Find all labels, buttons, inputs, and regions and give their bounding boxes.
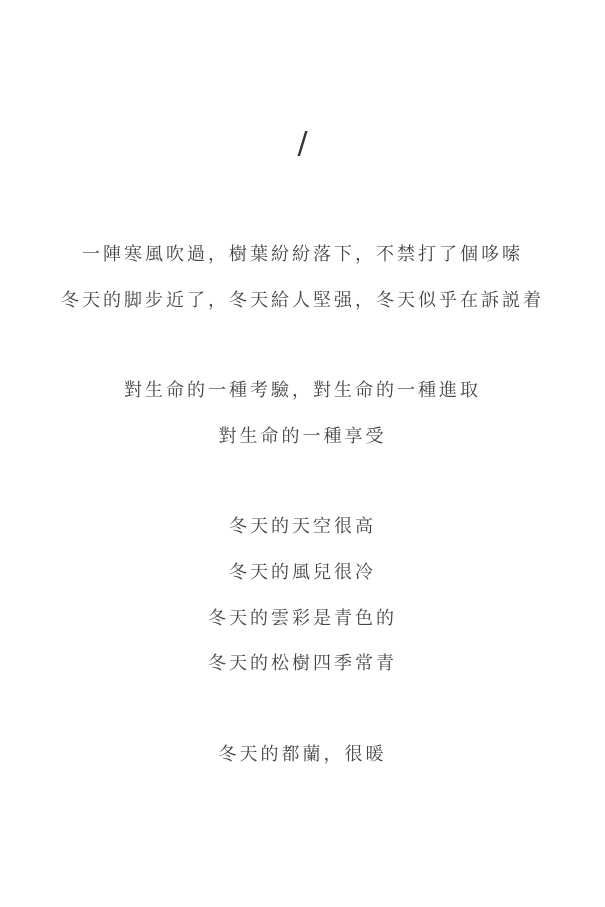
poem-line: 對生命的一種享受 (218, 426, 387, 447)
poem-line: 冬天的脚步近了，冬天給人堅强，冬天似乎在訴説着 (61, 290, 544, 311)
poem-line: 冬天的都蘭，很暖 (218, 744, 387, 765)
poem-line: 一陣寒風吹過，樹葉紛紛落下，不禁打了個哆嗦 (82, 244, 523, 265)
poem-line: 冬天的風兒很冷 (229, 562, 376, 583)
poem-line: 冬天的松樹四季常青 (208, 653, 397, 674)
section-divider: / (297, 126, 308, 161)
poem-line: 冬天的雲彩是青色的 (208, 608, 397, 629)
poem-line: 對生命的一種考驗，對生命的一種進取 (124, 380, 481, 401)
poem-line: 冬天的天空很高 (229, 516, 376, 537)
